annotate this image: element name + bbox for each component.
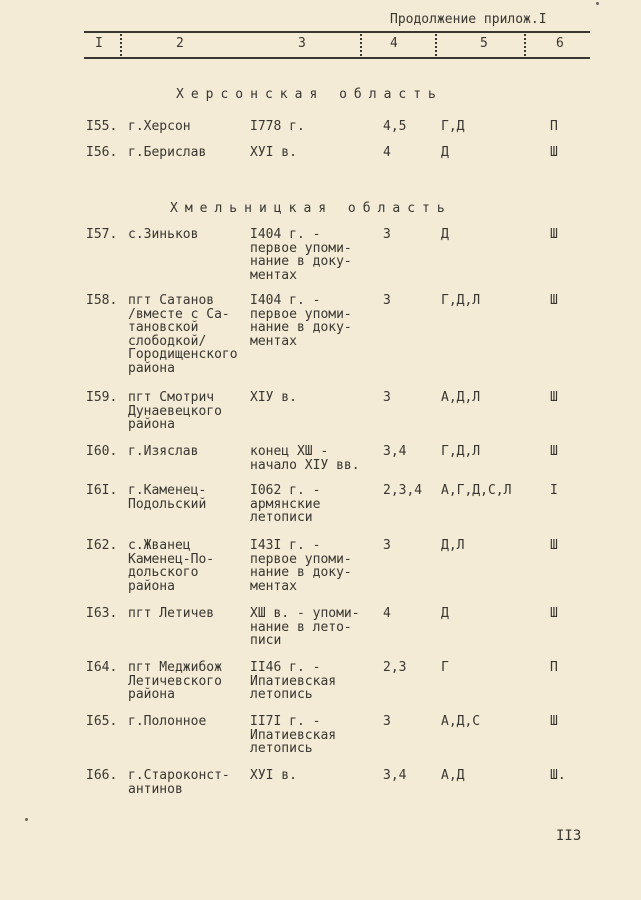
- column-4-value: 4: [383, 145, 391, 160]
- place-name: района: [128, 360, 175, 376]
- place-name: пгт Смотрич: [128, 390, 215, 405]
- column-number-3: 3: [298, 36, 306, 51]
- place-name: тановской: [128, 320, 199, 335]
- column-4-value: 3,4: [383, 768, 407, 783]
- founding-date: ментах: [250, 578, 297, 594]
- place-name: г.Херсон: [128, 119, 191, 134]
- row-number: I66.: [86, 768, 118, 783]
- place-name: района: [128, 417, 175, 432]
- column-4-value: 3: [383, 538, 391, 553]
- founding-date: конец XШ -: [250, 444, 329, 459]
- founding-date: ментах: [250, 333, 297, 349]
- place-name: пгт Летичев: [128, 606, 215, 621]
- place-name: дольского: [128, 565, 199, 580]
- place-name: слободкой/: [128, 333, 207, 349]
- founding-date: летописи: [250, 510, 313, 525]
- paper-speck: [25, 818, 28, 821]
- column-separator: [435, 34, 437, 56]
- place-name: Подольский: [128, 496, 207, 512]
- column-5-value: Д: [441, 145, 449, 160]
- column-6-value: Ш.: [550, 768, 566, 783]
- paper-speck: [596, 2, 599, 5]
- column-5-value: А,Д,Л: [441, 390, 481, 405]
- founding-date: первое упоми-: [250, 551, 352, 567]
- column-6-value: Ш: [550, 390, 558, 405]
- column-number-5: 5: [480, 36, 488, 51]
- region-heading: Хмельницкая область: [170, 201, 452, 216]
- column-6-value: Ш: [550, 714, 558, 729]
- column-5-value: Г,Д: [441, 119, 465, 134]
- column-6-value: Ш: [550, 227, 558, 242]
- column-6-value: Ш: [550, 145, 558, 160]
- row-number: I64.: [86, 660, 118, 675]
- column-5-value: Д: [441, 227, 449, 242]
- column-5-value: А,Д: [441, 768, 465, 783]
- column-5-value: А,Г,Д,С,Л: [441, 483, 512, 498]
- place-name: пгт Сатанов: [128, 293, 215, 308]
- row-number: I65.: [86, 714, 118, 729]
- row-number: I57.: [86, 227, 118, 242]
- place-name: пгт Меджибож: [128, 660, 222, 675]
- column-6-value: Ш: [550, 538, 558, 553]
- founding-date: I404 г. -: [250, 227, 321, 242]
- column-6-value: Ш: [550, 606, 558, 621]
- row-number: I55.: [86, 119, 118, 134]
- column-6-value: П: [550, 119, 558, 134]
- region-heading: Херсонская область: [176, 87, 443, 102]
- row-number: I60.: [86, 444, 118, 459]
- founding-date: нание в доку-: [250, 565, 352, 580]
- column-4-value: 3: [383, 714, 391, 729]
- place-name: /вместе с Са-: [128, 306, 230, 322]
- column-number-2: 2: [176, 36, 184, 51]
- founding-date: II46 г. -: [250, 660, 321, 675]
- header-top-rule: [84, 31, 590, 33]
- founding-date: I778 г.: [250, 119, 305, 134]
- place-name: г.Изяслав: [128, 444, 199, 459]
- founding-date: первое упоми-: [250, 240, 352, 256]
- place-name: с.Зиньков: [128, 227, 199, 242]
- column-4-value: 3: [383, 227, 391, 242]
- column-6-value: Ш: [550, 293, 558, 308]
- place-name: района: [128, 578, 175, 594]
- founding-date: ментах: [250, 267, 297, 283]
- founding-date: XУI в.: [250, 768, 297, 783]
- column-4-value: 4: [383, 606, 391, 621]
- place-name: района: [128, 687, 175, 702]
- column-6-value: Ш: [550, 444, 558, 459]
- founding-date: первое упоми-: [250, 306, 352, 322]
- founding-date: нание в доку-: [250, 320, 352, 335]
- column-6-value: I: [550, 483, 558, 498]
- founding-date: нание в лето-: [250, 619, 352, 635]
- place-name: Городищенского: [128, 347, 238, 362]
- column-4-value: 2,3,4: [383, 483, 423, 498]
- column-5-value: Д,Л: [441, 538, 465, 553]
- column-4-value: 3,4: [383, 444, 407, 459]
- founding-date: XIУ в.: [250, 390, 297, 405]
- founding-date: начало XIУ вв.: [250, 457, 360, 473]
- row-number: I58.: [86, 293, 118, 308]
- place-name: г.Берислав: [128, 145, 207, 160]
- founding-date: нание в доку-: [250, 254, 352, 269]
- column-number-1: I: [95, 36, 103, 51]
- founding-date: летопись: [250, 687, 313, 702]
- place-name: с.Жванец: [128, 538, 191, 553]
- column-separator: [360, 34, 362, 56]
- column-4-value: 2,3: [383, 660, 407, 675]
- place-name: г.Староконст-: [128, 768, 230, 783]
- header-bottom-rule: [84, 57, 590, 59]
- founding-date: I43I г. -: [250, 538, 321, 553]
- founding-date: летопись: [250, 741, 313, 756]
- column-5-value: Г,Д,Л: [441, 444, 481, 459]
- place-name: Дунаевецкого: [128, 403, 222, 419]
- row-number: I59.: [86, 390, 118, 405]
- continuation-title: Продолжение прилож.I: [390, 12, 547, 27]
- founding-date: II7I г. -: [250, 714, 321, 729]
- founding-date: I404 г. -: [250, 293, 321, 308]
- place-name: г.Полонное: [128, 714, 207, 729]
- founding-date: I062 г. -: [250, 483, 321, 498]
- column-6-value: П: [550, 660, 558, 675]
- column-5-value: А,Д,С: [441, 714, 481, 729]
- column-number-6: 6: [556, 36, 564, 51]
- column-4-value: 4,5: [383, 119, 407, 134]
- column-4-value: 3: [383, 390, 391, 405]
- column-5-value: Г: [441, 660, 449, 675]
- column-5-value: Д: [441, 606, 449, 621]
- row-number: I6I.: [86, 483, 118, 498]
- row-number: I62.: [86, 538, 118, 553]
- column-separator: [524, 34, 526, 56]
- founding-date: армянские: [250, 496, 321, 512]
- founding-date: Ипатиевская: [250, 727, 337, 743]
- column-4-value: 3: [383, 293, 391, 308]
- founding-date: писи: [250, 633, 282, 648]
- row-number: I63.: [86, 606, 118, 621]
- place-name: антинов: [128, 781, 183, 797]
- founding-date: XШ в. - упоми-: [250, 606, 360, 621]
- founding-date: Ипатиевская: [250, 673, 337, 689]
- place-name: г.Каменец-: [128, 483, 207, 498]
- column-number-4: 4: [390, 36, 398, 51]
- row-number: I56.: [86, 145, 118, 160]
- column-separator: [120, 34, 122, 56]
- column-5-value: Г,Д,Л: [441, 293, 481, 308]
- place-name: Каменец-По-: [128, 551, 215, 567]
- place-name: Летичевского: [128, 673, 222, 689]
- founding-date: XУI в.: [250, 145, 297, 160]
- page-number: II3: [556, 828, 582, 844]
